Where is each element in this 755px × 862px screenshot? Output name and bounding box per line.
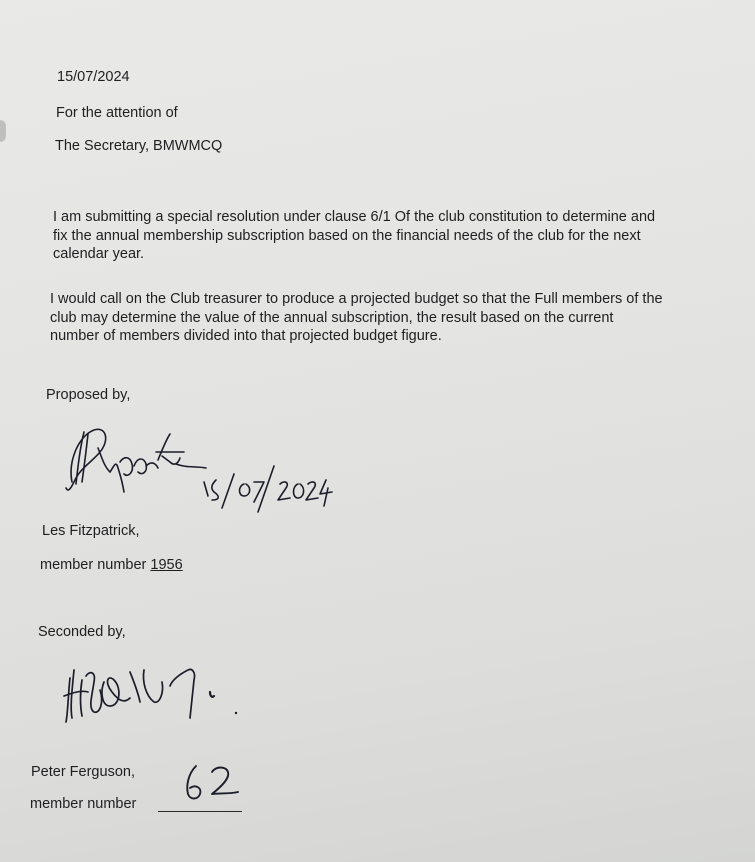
seconder-member-label: member number (30, 796, 137, 812)
treasurer-line-2: club may determine the value of the annual subscription, the result based on the current (50, 309, 614, 326)
resolution-paragraph (53, 208, 655, 264)
proposer-signature (58, 422, 338, 512)
proposer-member-line (40, 556, 183, 574)
proposer-member-number: 1956 (150, 557, 183, 573)
paper-edge-mark (0, 120, 6, 142)
proposed-by-label: Proposed by, (46, 387, 131, 403)
seconded-by-label: Seconded by, (38, 624, 126, 640)
seconder-name: Peter Ferguson, (31, 764, 135, 780)
seconder-signature (60, 652, 250, 732)
seconder-member-number-handwritten (182, 762, 246, 806)
treasurer-line-3: number of members divided into that projected budget figure. (50, 328, 442, 344)
attention-line: For the attention of (56, 105, 178, 121)
resolution-line-2: fix the annual membership subscription based on the financial needs of the club for the next (53, 227, 641, 244)
resolution-line-3: calendar year. (53, 246, 145, 262)
treasurer-line-1: I would call on the Club treasurer to produce a projected budget so that the Full members of the (50, 291, 663, 307)
proposer-member-label: member number (40, 557, 151, 573)
member-number-blank-line (158, 811, 242, 812)
proposer-name: Les Fitzpatrick, (42, 523, 140, 539)
recipient-line: The Secretary, BMWMCQ (55, 138, 223, 154)
letter-date: 15/07/2024 (57, 69, 130, 85)
treasurer-paragraph (50, 290, 663, 346)
resolution-line-1: I am submitting a special resolution under clause 6/1 Of the club constitution to determine and (53, 209, 656, 225)
